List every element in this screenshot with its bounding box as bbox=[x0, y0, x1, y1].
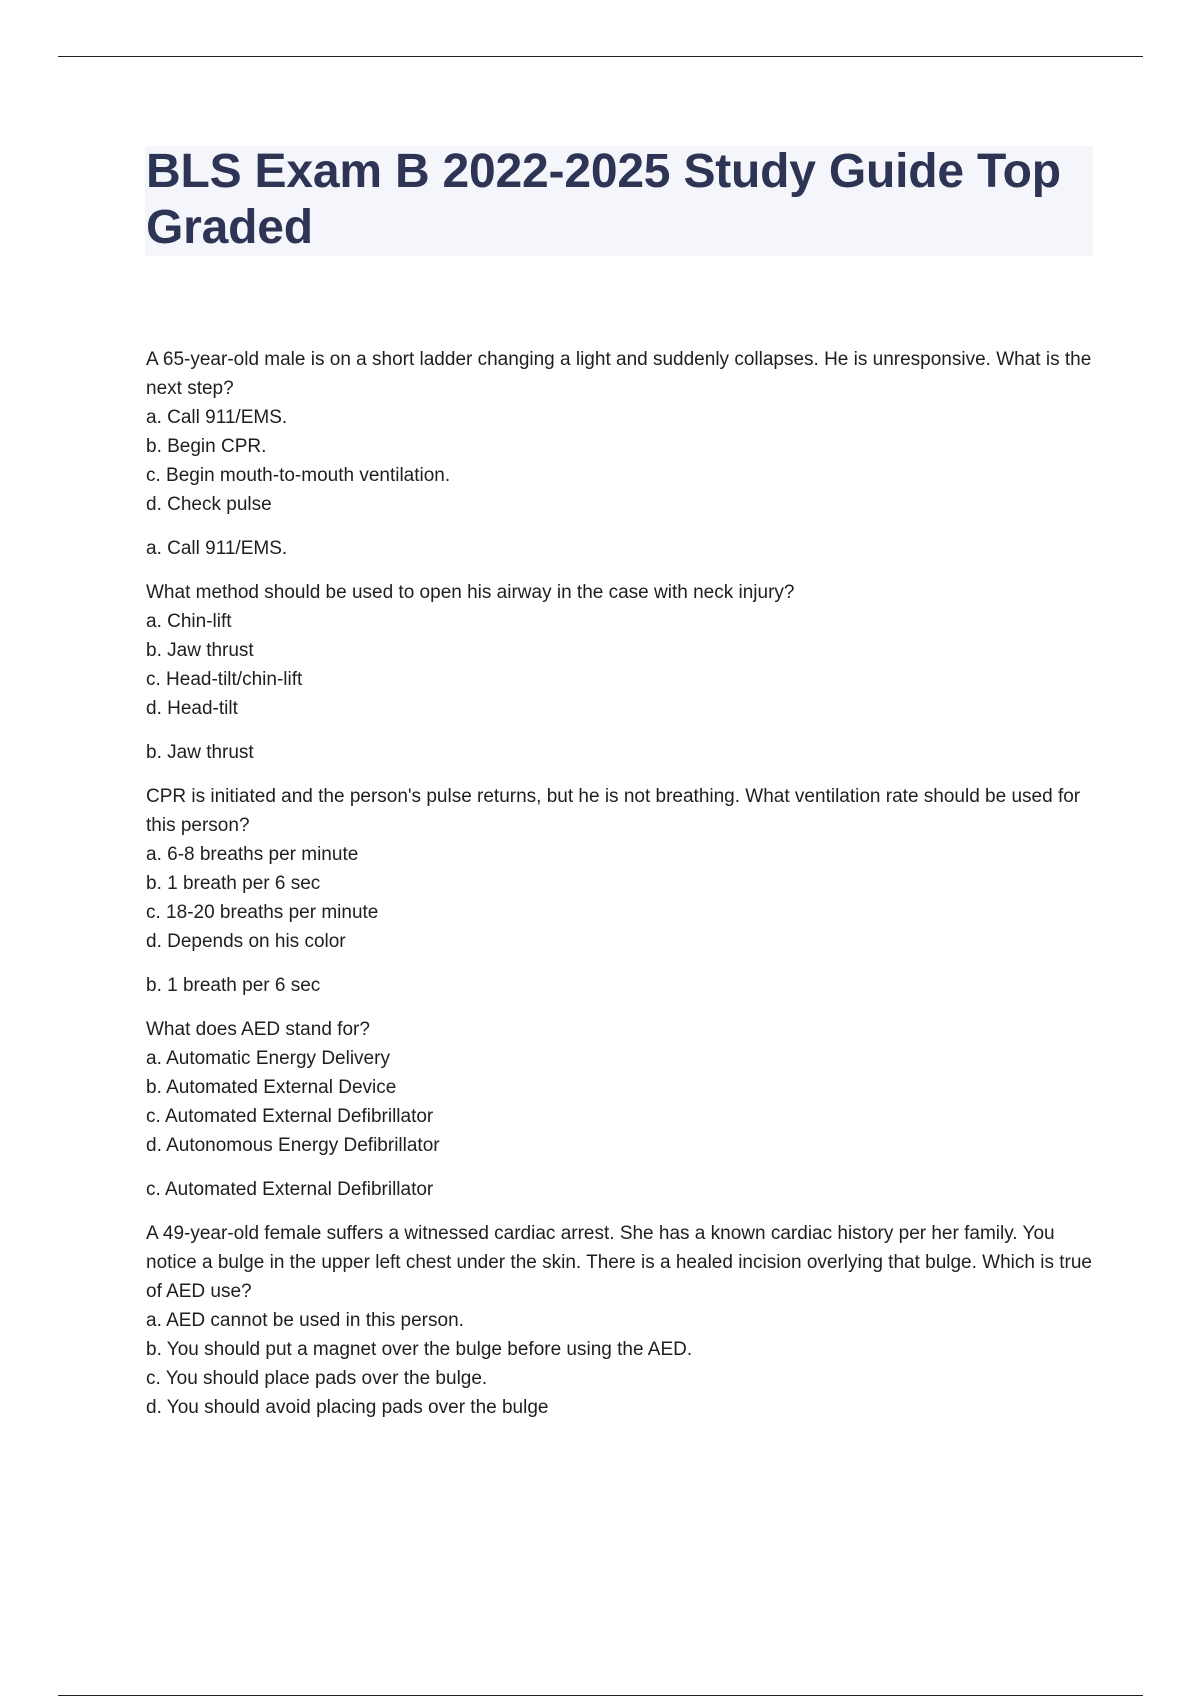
question-text: CPR is initiated and the person's pulse returns, but he is not breathing. What ventilation rate should be used for this person? bbox=[146, 786, 1081, 836]
options-list bbox=[146, 403, 1106, 519]
options-list bbox=[146, 840, 1106, 956]
options-list bbox=[146, 607, 1106, 723]
answer-text: c. Automated External Defibrillator bbox=[146, 1179, 434, 1200]
qa-item-4 bbox=[146, 1015, 1106, 1204]
qa-item-5 bbox=[146, 1219, 1106, 1422]
options-list bbox=[146, 1044, 1106, 1160]
question-text: A 65-year-old male is on a short ladder changing a light and suddenly collapses. He is unresponsive. What is the next step? bbox=[146, 349, 1092, 399]
option-b: b. Automated External Device bbox=[146, 1077, 397, 1098]
qa-item-3 bbox=[146, 782, 1106, 1000]
qa-item-1 bbox=[146, 345, 1106, 563]
option-b: b. Begin CPR. bbox=[146, 436, 267, 457]
answer-text: b. Jaw thrust bbox=[146, 742, 254, 763]
document-title: BLS Exam B 2022-2025 Study Guide Top Graded bbox=[146, 145, 1061, 254]
question-text: What does AED stand for? bbox=[146, 1019, 370, 1040]
option-a: a. Chin-lift bbox=[146, 611, 232, 632]
answer-text: a. Call 911/EMS. bbox=[146, 538, 288, 559]
answer-text: b. 1 breath per 6 sec bbox=[146, 975, 321, 996]
option-a: a. 6-8 breaths per minute bbox=[146, 844, 359, 865]
option-c: c. Automated External Defibrillator bbox=[146, 1106, 434, 1127]
qa-item-2 bbox=[146, 578, 1106, 767]
option-c: c. You should place pads over the bulge. bbox=[146, 1368, 488, 1389]
options-list bbox=[146, 1306, 1106, 1422]
question-text: A 49-year-old female suffers a witnessed cardiac arrest. She has a known cardiac history per her family. You notice a bulge in the upper left chest under the skin. There is a healed incision overlying that bulge. Which is true of AED use? bbox=[146, 1223, 1092, 1302]
qa-list bbox=[146, 345, 1106, 1422]
option-c: c. Begin mouth-to-mouth ventilation. bbox=[146, 465, 451, 486]
option-d: d. You should avoid placing pads over the bulge bbox=[146, 1397, 549, 1418]
option-c: c. Head-tilt/chin-lift bbox=[146, 669, 303, 690]
option-d: d. Depends on his color bbox=[146, 931, 346, 952]
option-d: d. Check pulse bbox=[146, 494, 272, 515]
option-b: b. 1 breath per 6 sec bbox=[146, 873, 321, 894]
option-d: d. Head-tilt bbox=[146, 698, 238, 719]
option-b: b. Jaw thrust bbox=[146, 640, 254, 661]
question-text: What method should be used to open his airway in the case with neck injury? bbox=[146, 582, 795, 603]
option-a: a. Call 911/EMS. bbox=[146, 407, 288, 428]
header-rule bbox=[58, 56, 1143, 57]
option-a: a. AED cannot be used in this person. bbox=[146, 1310, 464, 1331]
option-b: b. You should put a magnet over the bulge before using the AED. bbox=[146, 1339, 693, 1360]
option-c: c. 18-20 breaths per minute bbox=[146, 902, 379, 923]
footer-rule bbox=[58, 1695, 1143, 1696]
option-a: a. Automatic Energy Delivery bbox=[146, 1048, 390, 1069]
option-d: d. Autonomous Energy Defibrillator bbox=[146, 1135, 440, 1156]
